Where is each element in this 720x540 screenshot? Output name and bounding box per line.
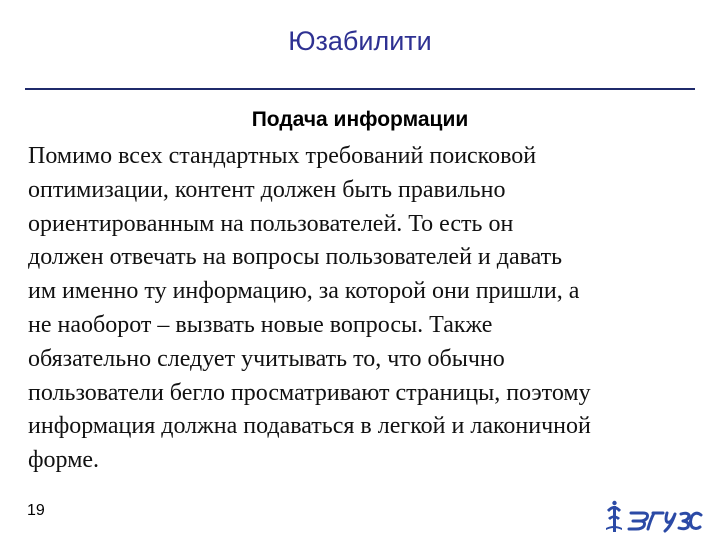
body-paragraph <box>28 140 708 478</box>
paragraph-line: информация должна подаваться в легкой и лаконичной <box>28 413 591 440</box>
paragraph-line: ориентированным на пользователей. То есть он <box>28 210 514 237</box>
paragraph-line: оптимизации, контент должен быть правильно <box>28 176 506 203</box>
title-divider <box>25 88 695 90</box>
paragraph-line: Помимо всех стандартных требований поисковой <box>28 143 537 169</box>
paragraph-line: пользователи бегло просматривают страницы, поэтому <box>28 379 591 406</box>
page-number: 19 <box>27 502 45 519</box>
paragraph-line: форме. <box>28 447 100 474</box>
paragraph-line: обязательно следует учитывать то, что обычно <box>28 345 505 372</box>
paragraph-line: не наоборот – вызвать новые вопросы. Также <box>28 311 493 338</box>
section-heading: Подача информации <box>251 108 469 131</box>
paragraph-line: им именно ту информацию, за которой они пришли, а <box>28 278 580 305</box>
vguas-logo-icon <box>603 498 703 538</box>
slide-title: Юзабилити <box>288 26 432 56</box>
paragraph-line: должен отвечать на вопросы пользователей и давать <box>28 244 563 271</box>
